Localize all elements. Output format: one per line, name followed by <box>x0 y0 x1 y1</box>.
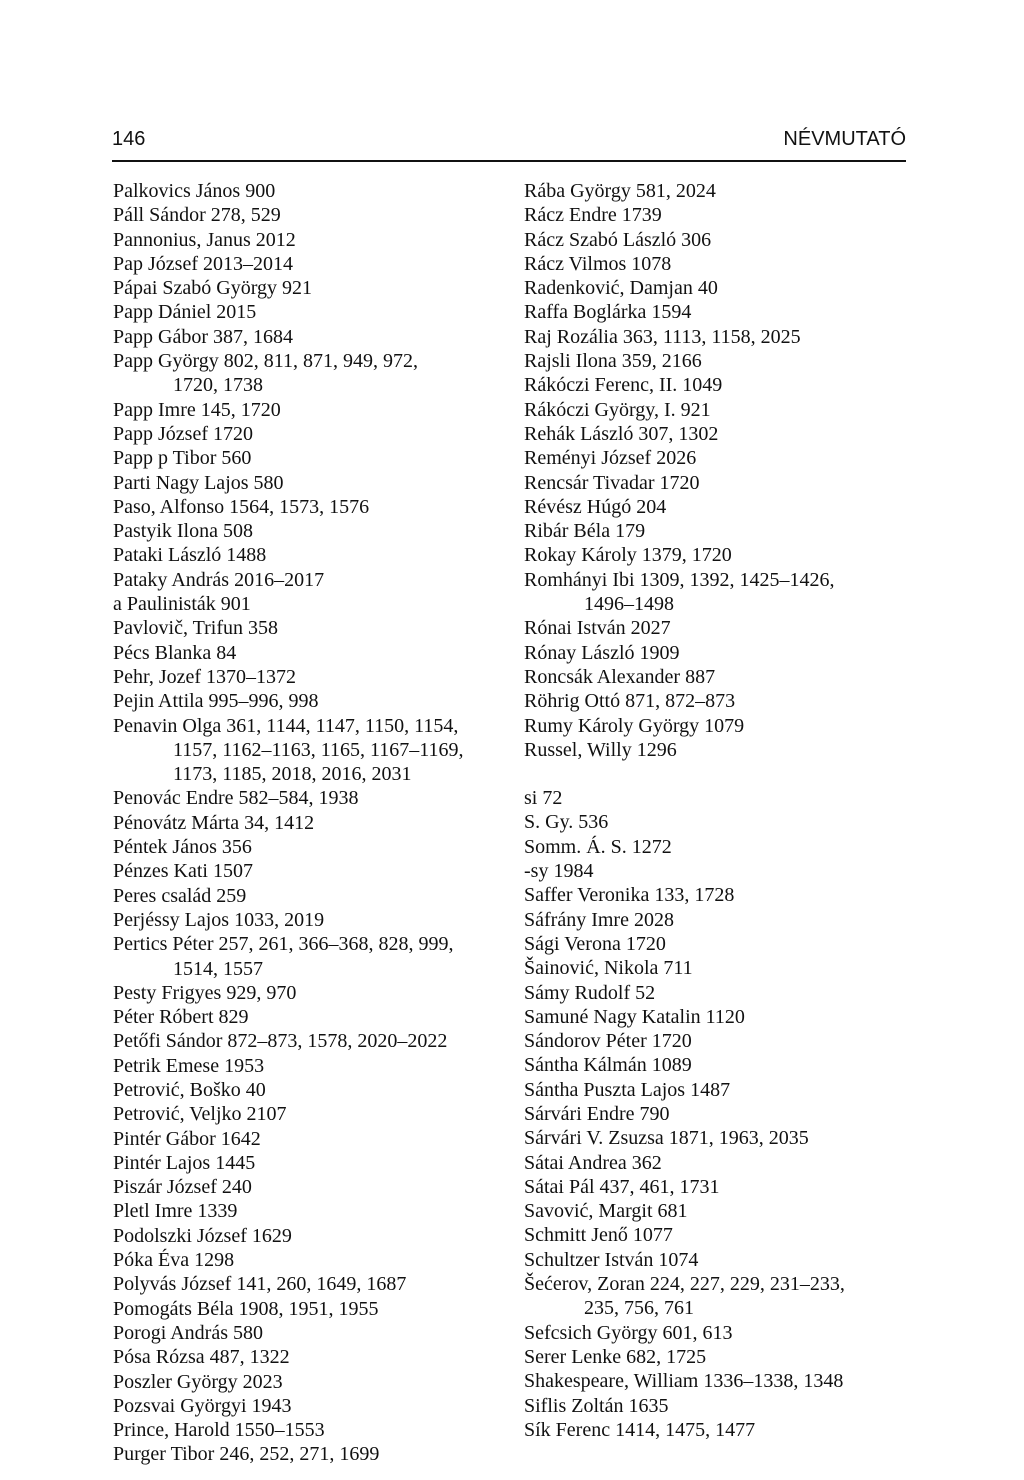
index-entry-continuation: 1720, 1738 <box>173 374 263 397</box>
index-entry: a Paulinisták 901 <box>113 593 251 616</box>
index-entry-continuation: 1496–1498 <box>584 593 674 616</box>
index-entry: Pertics Péter 257, 261, 366–368, 828, 999, <box>113 933 454 956</box>
index-entry: Pejin Attila 995–996, 998 <box>113 690 319 713</box>
index-entry: Parti Nagy Lajos 580 <box>113 471 284 494</box>
index-entry: Sáfrány Imre 2028 <box>524 908 674 931</box>
index-entry: Pastyik Ilona 508 <box>113 520 253 543</box>
index-entry: Polyvás József 141, 260, 1649, 1687 <box>113 1273 407 1296</box>
index-entry: Purger Tibor 246, 252, 271, 1699 <box>113 1443 380 1466</box>
index-entry: Papp György 802, 811, 871, 949, 972, <box>113 350 418 373</box>
index-entry: Rencsár Tivadar 1720 <box>524 471 700 494</box>
index-entry: Šainović, Nikola 711 <box>524 957 693 980</box>
index-entry: Poszler György 2023 <box>113 1370 283 1393</box>
index-column-right <box>524 179 916 1442</box>
index-entry: Paso, Alfonso 1564, 1573, 1576 <box>113 495 370 518</box>
index-entry: Sárvári V. Zsuzsa 1871, 1963, 2035 <box>524 1127 809 1150</box>
index-entry: Sántha Puszta Lajos 1487 <box>524 1078 731 1101</box>
index-entry: Sárvári Endre 790 <box>524 1102 670 1125</box>
index-entry: Pataky András 2016–2017 <box>113 568 325 591</box>
index-entry: Pintér Lajos 1445 <box>113 1151 256 1174</box>
index-entry: Papp Gábor 387, 1684 <box>113 325 293 348</box>
index-entry: Raj Rozália 363, 1113, 1158, 2025 <box>524 325 801 348</box>
index-entry: Raffa Boglárka 1594 <box>524 301 692 324</box>
index-entry: Papp p Tibor 560 <box>113 447 252 470</box>
index-entry: Perjéssy Lajos 1033, 2019 <box>113 908 325 931</box>
index-entry: Pénovátz Márta 34, 1412 <box>113 811 315 834</box>
index-entry: Rajsli Ilona 359, 2166 <box>524 350 702 373</box>
index-entry: Papp Imre 145, 1720 <box>113 398 281 421</box>
index-entry: Sándorov Péter 1720 <box>524 1030 692 1053</box>
index-entry: Petrik Emese 1953 <box>113 1054 265 1077</box>
index-entry: Piszár József 240 <box>113 1176 252 1199</box>
index-entry: Reményi József 2026 <box>524 447 697 470</box>
index-entry: Rumy Károly György 1079 <box>524 714 745 737</box>
index-entry: Rónay László 1909 <box>524 641 680 664</box>
index-entry: Papp Dániel 2015 <box>113 301 257 324</box>
index-column-left <box>113 179 505 1467</box>
index-entry: Pósa Rózsa 487, 1322 <box>113 1346 290 1369</box>
index-entry: Romhányi Ibi 1309, 1392, 1425–1426, <box>524 568 835 591</box>
index-entry: Sátai Pál 437, 461, 1731 <box>524 1175 720 1198</box>
index-entry-continuation: 235, 756, 761 <box>584 1297 694 1320</box>
index-entry: Sátai Andrea 362 <box>524 1151 662 1174</box>
index-entry: Petőfi Sándor 872–873, 1578, 2020–2022 <box>113 1030 448 1053</box>
index-entry: Rokay Károly 1379, 1720 <box>524 544 732 567</box>
index-entry: Pannonius, Janus 2012 <box>113 228 296 251</box>
index-entry: Ribár Béla 179 <box>524 520 646 543</box>
index-entry: Petrović, Boško 40 <box>113 1078 266 1101</box>
index-entry: Prince, Harold 1550–1553 <box>113 1419 325 1442</box>
section-title: NÉVMUTATÓ <box>783 128 906 150</box>
index-entry: Serer Lenke 682, 1725 <box>524 1345 707 1368</box>
index-entry: Sefcsich György 601, 613 <box>524 1321 733 1344</box>
index-entry: si 72 <box>524 787 563 810</box>
index-entry: Péter Róbert 829 <box>113 1006 249 1029</box>
index-entry-continuation: 1173, 1185, 2018, 2016, 2031 <box>173 763 412 786</box>
index-entry: Pataki László 1488 <box>113 544 267 567</box>
index-entry: Radenković, Damjan 40 <box>524 277 718 300</box>
index-entry: Pintér Gábor 1642 <box>113 1127 261 1150</box>
index-entry: Rácz Vilmos 1078 <box>524 252 672 275</box>
index-entry: Rehák László 307, 1302 <box>524 422 719 445</box>
index-entry: Rákóczi György, I. 921 <box>524 398 711 421</box>
index-entry: Somm. Á. S. 1272 <box>524 835 672 858</box>
index-entry: Pápai Szabó György 921 <box>113 277 313 300</box>
index-entry: Pomogáts Béla 1908, 1951, 1955 <box>113 1297 379 1320</box>
index-entry: Savović, Margit 681 <box>524 1200 688 1223</box>
index-entry: Pehr, Jozef 1370–1372 <box>113 665 297 688</box>
running-head <box>112 128 906 162</box>
index-entry: Péntek János 356 <box>113 836 252 859</box>
index-entry: -sy 1984 <box>524 860 594 883</box>
index-entry: Saffer Veronika 133, 1728 <box>524 884 735 907</box>
index-entry: Sági Verona 1720 <box>524 932 666 955</box>
index-entry: Penavin Olga 361, 1144, 1147, 1150, 1154, <box>113 714 459 737</box>
index-entry: Pécs Blanka 84 <box>113 641 237 664</box>
index-entry: Peres család 259 <box>113 884 247 907</box>
index-entry: Pesty Frigyes 929, 970 <box>113 981 297 1004</box>
index-entry: Rákóczi Ferenc, II. 1049 <box>524 374 723 397</box>
index-entry: S. Gy. 536 <box>524 811 609 834</box>
index-entry-continuation: 1157, 1162–1163, 1165, 1167–1169, <box>173 738 464 761</box>
index-entry: Šećerov, Zoran 224, 227, 229, 231–233, <box>524 1273 845 1296</box>
index-entry: Rónai István 2027 <box>524 617 671 640</box>
index-entry: Podolszki József 1629 <box>113 1224 292 1247</box>
index-entry-continuation: 1514, 1557 <box>173 957 263 980</box>
index-entry: Sántha Kálmán 1089 <box>524 1054 692 1077</box>
index-entry: Sík Ferenc 1414, 1475, 1477 <box>524 1418 756 1441</box>
index-entry: Pap József 2013–2014 <box>113 252 293 275</box>
index-entry: Porogi András 580 <box>113 1321 263 1344</box>
index-entry: Palkovics János 900 <box>113 180 276 202</box>
index-entry: Révész Húgó 204 <box>524 495 667 518</box>
index-entry: Páll Sándor 278, 529 <box>113 204 281 227</box>
index-entry: Pavlovič, Trifun 358 <box>113 617 279 640</box>
index-entry: Petrović, Veljko 2107 <box>113 1103 287 1126</box>
index-entry: Samuné Nagy Katalin 1120 <box>524 1005 745 1028</box>
section-gap <box>524 762 916 786</box>
index-entry: Roncsák Alexander 887 <box>524 665 716 688</box>
index-entry: Pénzes Kati 1507 <box>113 860 253 883</box>
index-entry: Penovác Endre 582–584, 1938 <box>113 787 359 810</box>
index-entry: Pozsvai Györgyi 1943 <box>113 1394 292 1417</box>
index-entry: Rácz Szabó László 306 <box>524 228 712 251</box>
index-entry: Póka Éva 1298 <box>113 1249 235 1272</box>
index-entry: Papp József 1720 <box>113 422 253 445</box>
index-entry: Shakespeare, William 1336–1338, 1348 <box>524 1370 844 1393</box>
index-entry: Sámy Rudolf 52 <box>524 981 656 1004</box>
index-entry: Schultzer István 1074 <box>524 1248 699 1271</box>
index-entry: Röhrig Ottó 871, 872–873 <box>524 690 736 713</box>
index-entry: Schmitt Jenő 1077 <box>524 1224 673 1247</box>
index-entry: Russel, Willy 1296 <box>524 738 677 761</box>
page-number: 146 <box>112 128 146 150</box>
index-entry: Siflis Zoltán 1635 <box>524 1394 669 1417</box>
index-entry: Pletl Imre 1339 <box>113 1200 238 1223</box>
index-entry: Rába György 581, 2024 <box>524 180 716 202</box>
index-entry: Rácz Endre 1739 <box>524 204 662 227</box>
